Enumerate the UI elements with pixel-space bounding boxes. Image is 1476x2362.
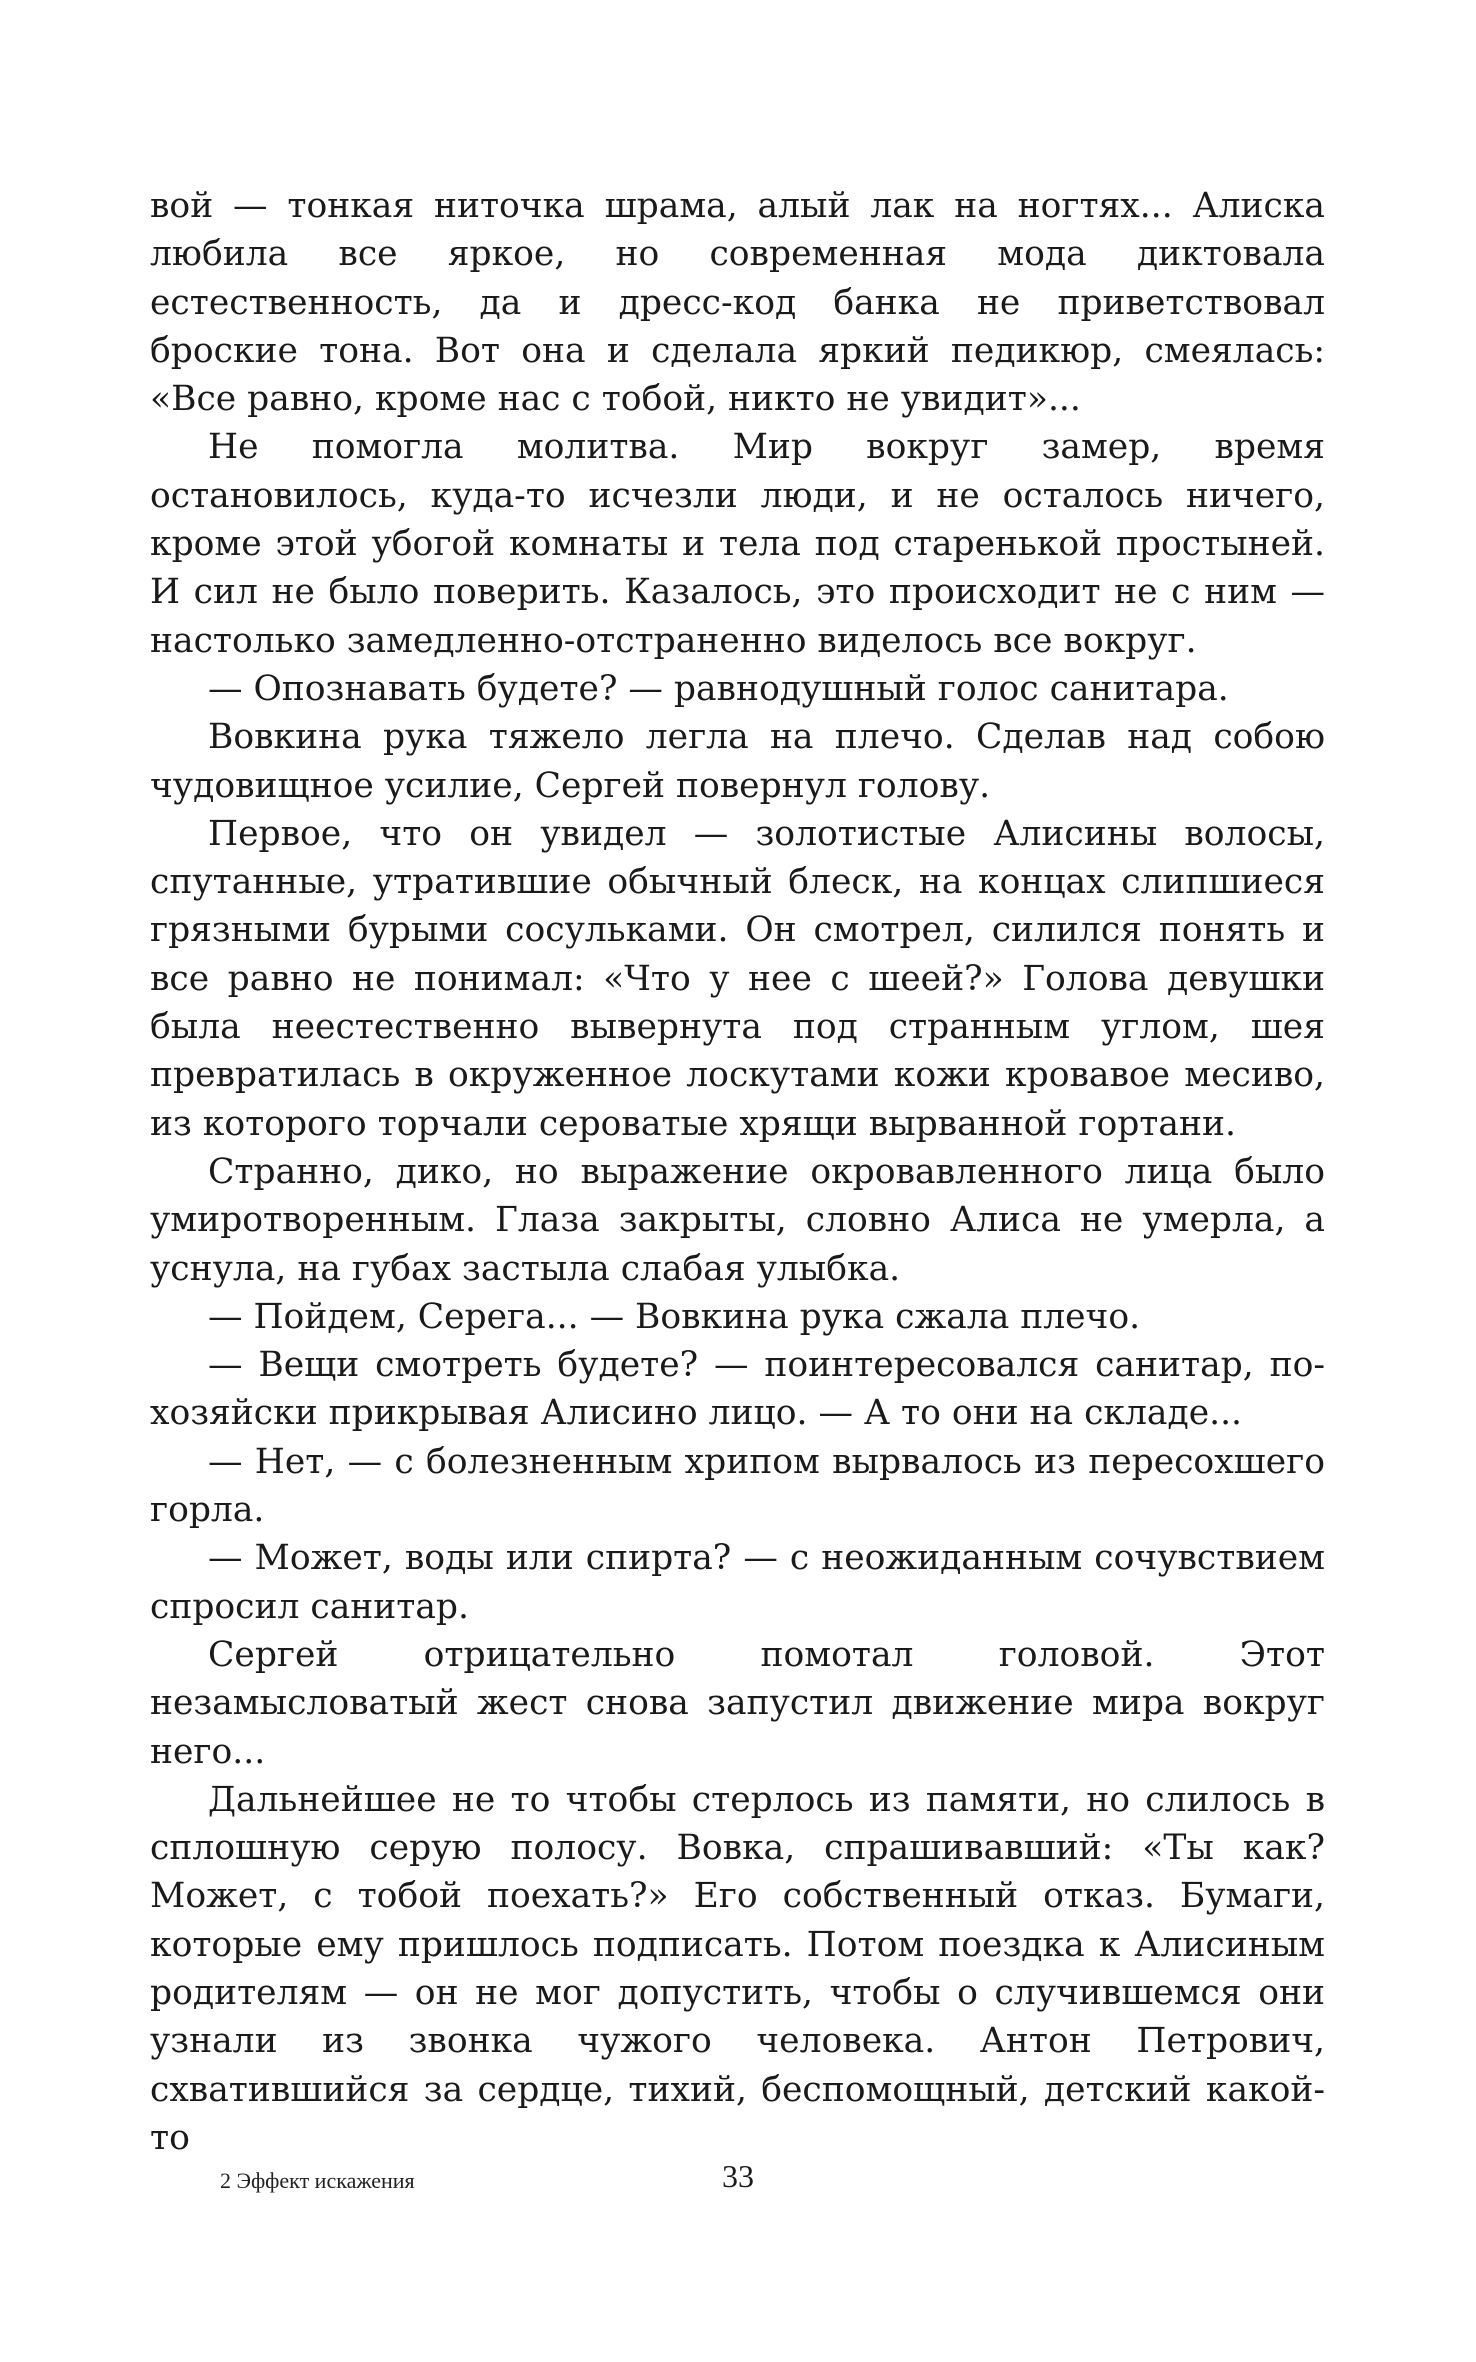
- paragraph-4: Вовкина рука тяжело легла на плечо. Сделав над собою чудовищное усилие, Сергей повернул голову.: [150, 717, 1325, 806]
- body-text: [150, 182, 1325, 2162]
- paragraph-2: Не помогла молитва. Мир вокруг замер, время остановилось, куда-то исчезли люди, и не осталось ничего, кроме этой убогой комнаты и тела под старенькой простыней. И сил не было поверить. Казалось, это происходит не с ним — настолько замедленно-отстраненно виделось все вокруг.: [150, 427, 1325, 661]
- paragraph-12: Дальнейшее не то чтобы стерлось из памяти, но слилось в сплошную серую полосу. Вовка, спрашивавший: «Ты как? Может, с тобой поехать?» Его собственный отказ. Бумаги, которые ему пришлось подписать. Потом поездка к Алисиным родителям — он не мог допустить, чтобы о случившемся они узнали из звонка чужого человека. Антон Петрович, схватившийся за сердце, тихий, беспомощный, детский какой-то: [150, 1779, 1325, 2158]
- printer-signature: 2 Эффект искажения: [220, 2168, 415, 2193]
- paragraph-6: Странно, дико, но выражение окровавленного лица было умиротворенным. Глаза закрыты, словно Алиса не умерла, а уснула, на губах застыла слабая улыбка.: [150, 1151, 1325, 1289]
- paragraph-9: — Нет, — с болезненным хрипом вырвалось из пересохшего горла.: [150, 1441, 1325, 1531]
- paragraph-11: Сергей отрицательно помотал головой. Этот незамысловатый жест снова запустил движение мира вокруг него...: [150, 1634, 1325, 1772]
- page-number: 33: [722, 2158, 754, 2194]
- paragraph-5: Первое, что он увидел — золотистые Алисины волосы, спутанные, утратившие обычный блеск, на концах слипшиеся грязными бурыми сосульками. Он смотрел, силился понять и все равно не понимал: «Что у нее с шеей?» Голова девушки была неестественно вывернута под странным углом, шея превратилась в окруженное лоскутами кожи кровавое месиво, из которого торчали сероватые хрящи вырванной гортани.: [150, 813, 1325, 1144]
- paragraph-3: — Опознавать будете? — равнодушный голос санитара.: [208, 668, 1229, 709]
- paragraph-10: — Может, воды или спирта? — с неожиданным сочувствием спросил санитар.: [150, 1538, 1325, 1627]
- paragraph-8: — Вещи смотреть будете? — поинтересовался санитар, по-хозяйски прикрывая Алисино лицо. — А то они на складе...: [150, 1345, 1325, 1434]
- paragraph-7: — Пойдем, Серега... — Вовкина рука сжала плечо.: [208, 1296, 1141, 1337]
- paragraph-1: вой — тонкая ниточка шрама, алый лак на ногтях... Алиска любила все яркое, но современная мода диктовала естественность, да и дресс-код банка не приветствовал броские тона. Вот она и сделала яркий педикюр, смеялась: «Все равно, кроме нас с тобой, никто не увидит»...: [150, 186, 1325, 420]
